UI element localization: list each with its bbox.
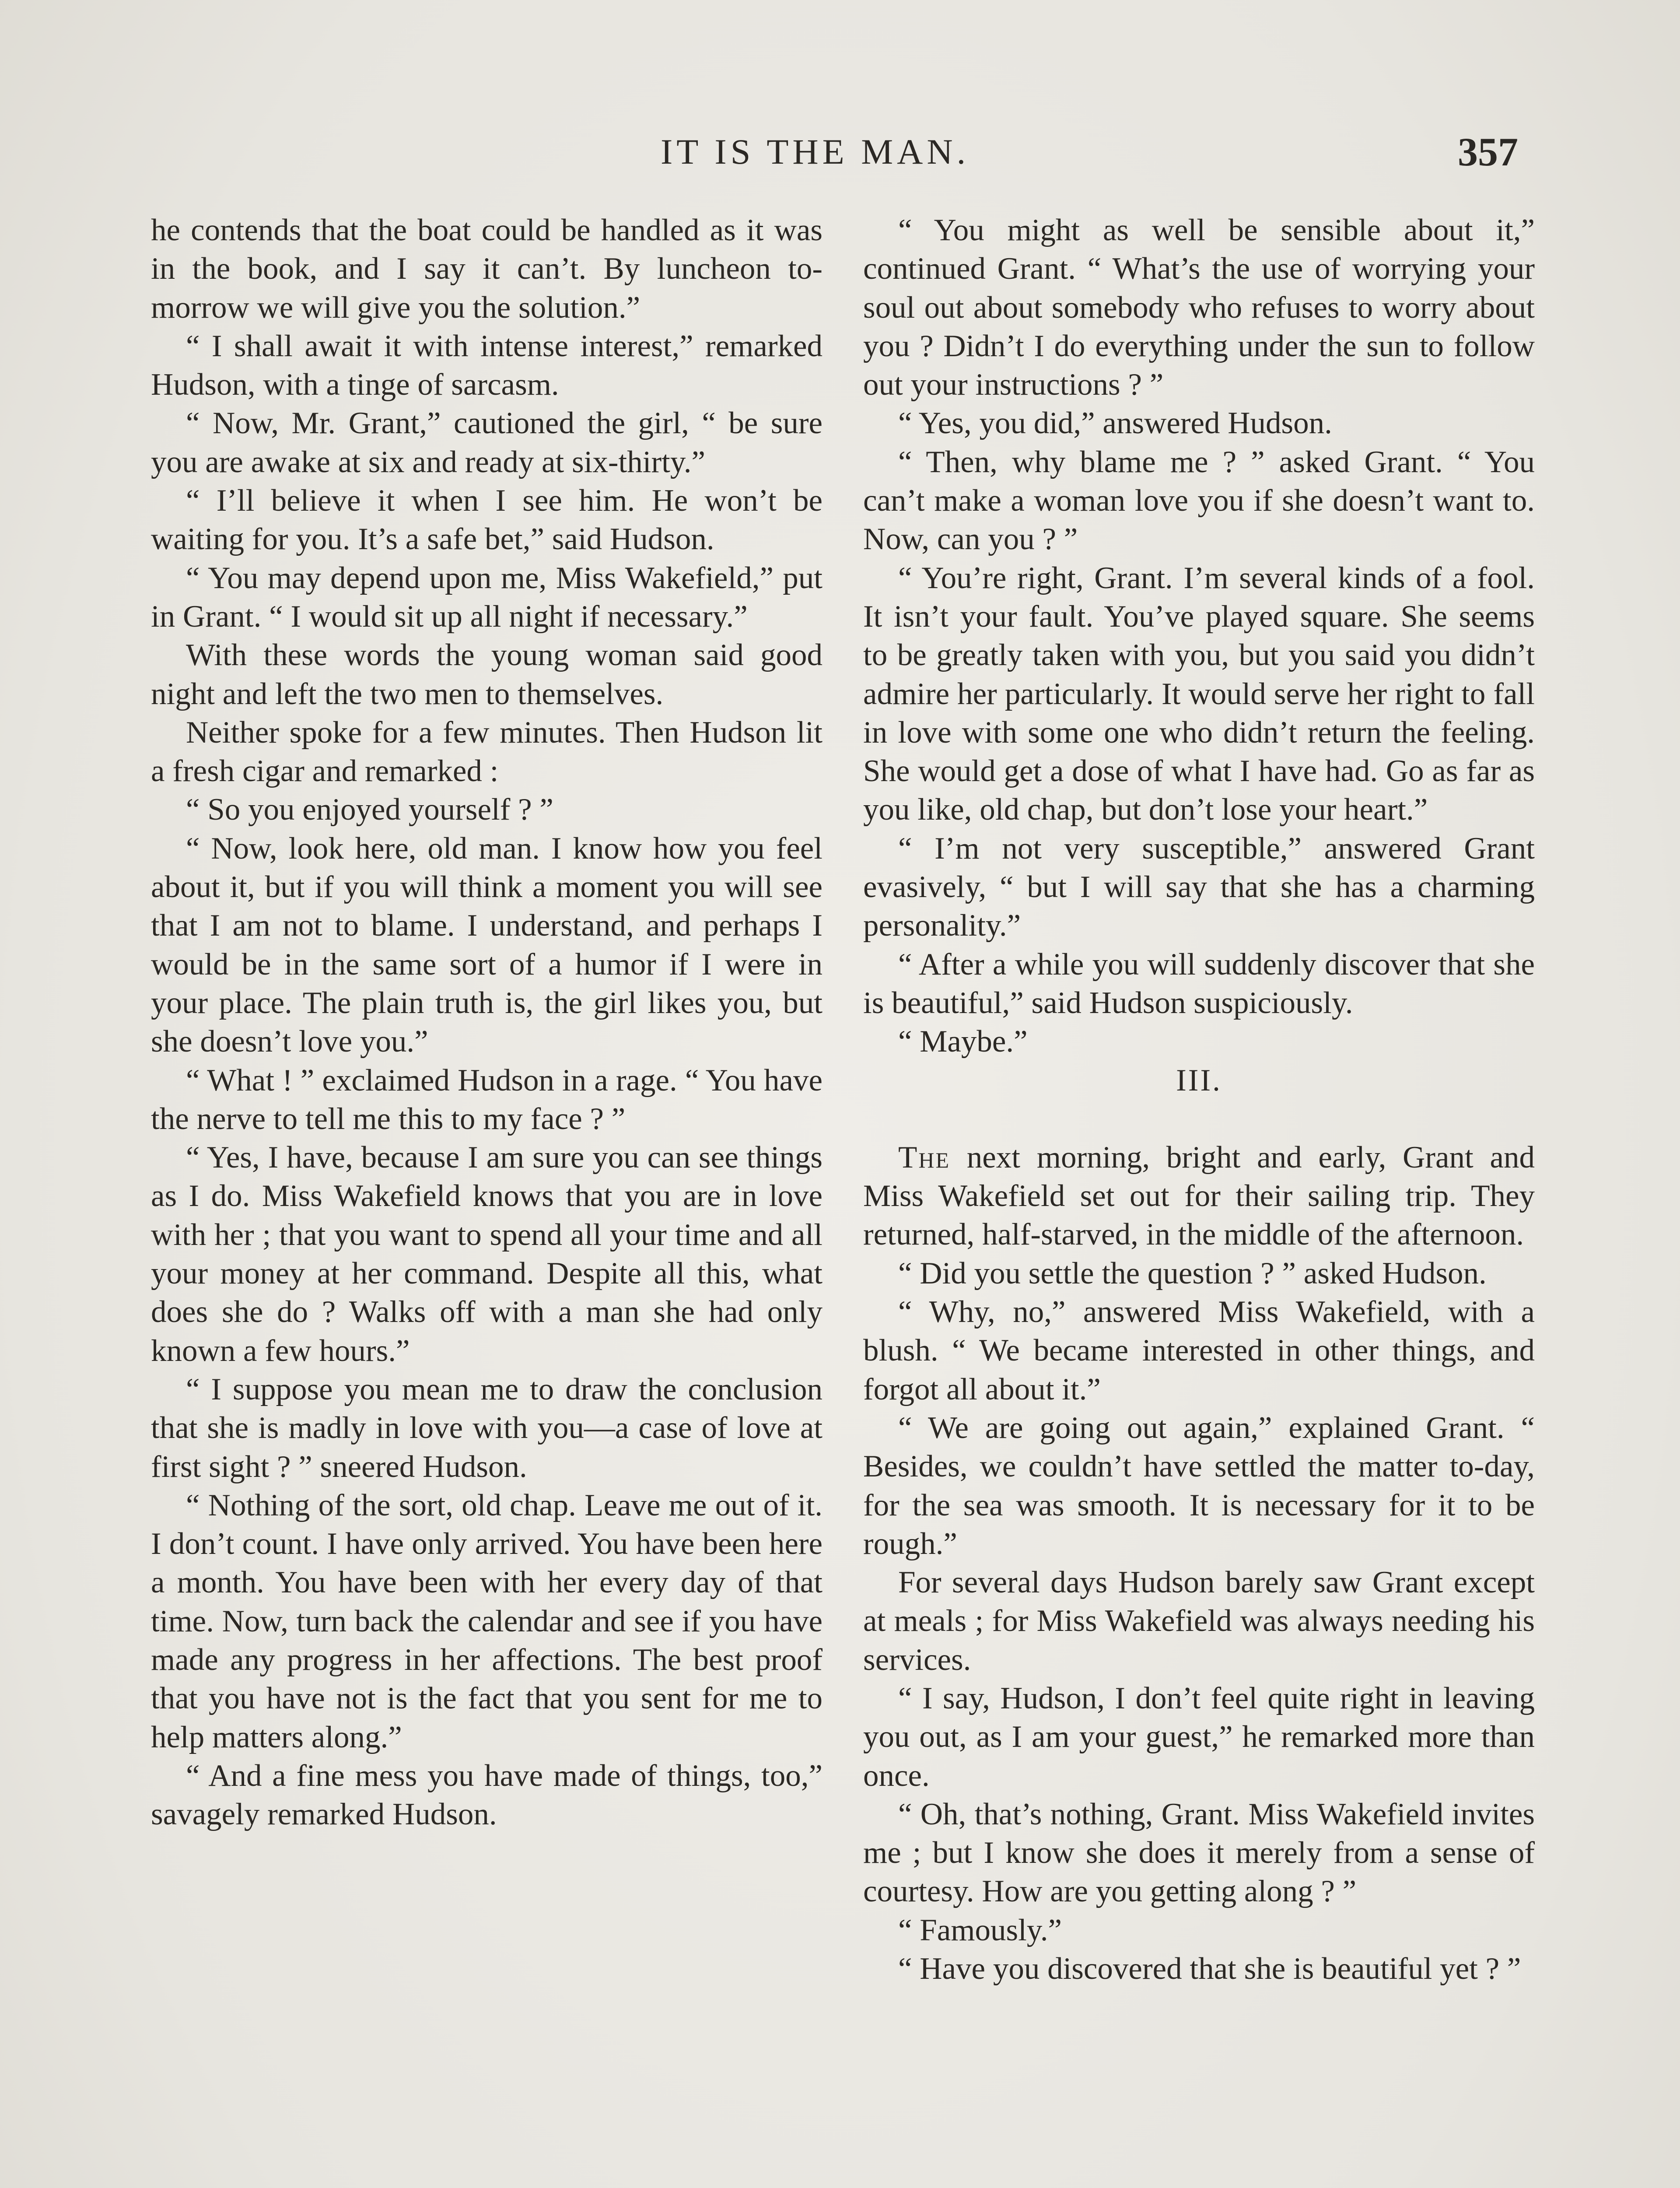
- paragraph: “ Now, look here, old man. I know how you feel about it, but if you will think a moment you will see that I am not to blame. I understand, and perhaps I would be in the same sort of a humor if I were in your place. The plain truth is, the girl likes you, but she doesn’t love you.”: [151, 831, 822, 1059]
- paragraph: “ I shall await it with intense interest,” remarked Hudson, with a tinge of sarcasm.: [151, 329, 822, 402]
- running-title: IT IS THE MAN.: [661, 132, 970, 172]
- paragraph: “ Did you settle the question ? ” asked Hudson.: [898, 1256, 1487, 1290]
- paragraph: “ What ! ” exclaimed Hudson in a rage. “ You have the nerve to tell me this to my face ? ”: [151, 1063, 822, 1136]
- paragraph: “ You’re right, Grant. I’m several kinds of a fool. It isn’t your fault. You’ve played square. She seems to be greatly taken with you, but you said you didn’t admire her particularly. It would serve her right to fall in love with some one who didn’t return the feeling. She would get a dose of what I have had. Go as far as you like, old chap, but don’t lose your heart.”: [863, 561, 1535, 827]
- paragraph: he contends that the boat could be handled as it was in the book, and I say it can’t. By luncheon to-morrow we will give you the solution.”: [151, 213, 822, 325]
- paragraph: With these words the young woman said good night and left the two men to themselves.: [151, 638, 822, 711]
- paragraph: “ I’m not very susceptible,” answered Grant evasively, “ but I will say that she has a charming personality.”: [863, 831, 1535, 943]
- paragraph: “ Yes, you did,” answered Hudson.: [898, 406, 1332, 441]
- lead-text: next morning, bright and early, Grant and Miss Wakefield set out for their sailing trip. They returned, half-starved, in the middle of the afternoon.: [863, 1140, 1535, 1252]
- paragraph: “ Nothing of the sort, old chap. Leave me out of it. I don’t count. I have only arrived. You have been here a month. You have been with her every day of that time. Now, turn back the calendar and see if you have made any progress in her affections. The best proof that you have not is the fact that you sent for me to help matters along.”: [151, 1488, 822, 1754]
- paragraph: “ We are going out again,” explained Grant. “ Besides, we couldn’t have settled the matter to-day, for the sea was smooth. It is necessary for it to be rough.”: [863, 1410, 1535, 1561]
- paragraph: “ Have you discovered that she is beautiful yet ? ”: [898, 1952, 1521, 1986]
- paragraph: “ Now, Mr. Grant,” cautioned the girl, “ be sure you are awake at six and ready at six-thirty.”: [151, 406, 822, 479]
- paragraph: “ After a while you will suddenly discover that she is beautiful,” said Hudson suspiciously.: [863, 947, 1535, 1020]
- paragraph: For several days Hudson barely saw Grant except at meals ; for Miss Wakefield was always needing his services.: [863, 1565, 1535, 1677]
- lead-word: The: [898, 1140, 951, 1175]
- paragraph: “ Famously.”: [898, 1913, 1062, 1947]
- paragraph: Neither spoke for a few minutes. Then Hudson lit a fresh cigar and remarked :: [151, 715, 822, 789]
- page-number: 357: [1458, 130, 1518, 174]
- section-opening-paragraph: [863, 1138, 1535, 1254]
- paragraph: “ You might as well be sensible about it,” continued Grant. “ What’s the use of worrying your soul out about somebody who refuses to worry about you ? Didn’t I do everything under the sun to follow out your instructions ? ”: [863, 213, 1535, 402]
- right-column: [863, 211, 1535, 1988]
- paragraph: “ I say, Hudson, I don’t feel quite right in leaving you out, as I am your guest,” he remarked more than once.: [863, 1681, 1535, 1793]
- paragraph: “ So you enjoyed yourself ? ”: [186, 792, 553, 827]
- paragraph: “ And a fine mess you have made of things, too,” savagely remarked Hudson.: [151, 1758, 822, 1832]
- paragraph: “ Oh, that’s nothing, Grant. Miss Wakefield invites me ; but I know she does it merely from a sense of courtesy. How are you getting along ? ”: [863, 1797, 1535, 1909]
- paragraph: “ Why, no,” answered Miss Wakefield, with a blush. “ We became interested in other things, and forgot all about it.”: [863, 1295, 1535, 1406]
- left-column: [151, 211, 822, 1834]
- paragraph: “ I’ll believe it when I see him. He won’t be waiting for you. It’s a safe bet,” said Hudson.: [151, 484, 822, 557]
- page-header: [0, 131, 1680, 179]
- paragraph: “ Maybe.”: [898, 1024, 1028, 1059]
- paragraph: “ Then, why blame me ? ” asked Grant. “ You can’t make a woman love you if she doesn’t want to. Now, can you ? ”: [863, 445, 1535, 557]
- paragraph: “ You may depend upon me, Miss Wakefield,” put in Grant. “ I would sit up all night if necessary.”: [151, 561, 822, 634]
- section-heading: III.: [1176, 1063, 1222, 1098]
- paragraph: “ Yes, I have, because I am sure you can see things as I do. Miss Wakefield knows that you are in love with her ; that you want to spend all your time and all your money at her command. Despite all this, what does she do ? Walks off with a man she had only known a few hours.”: [151, 1140, 822, 1368]
- paragraph: “ I suppose you mean me to draw the conclusion that she is madly in love with you—a case of love at first sight ? ” sneered Hudson.: [151, 1372, 822, 1484]
